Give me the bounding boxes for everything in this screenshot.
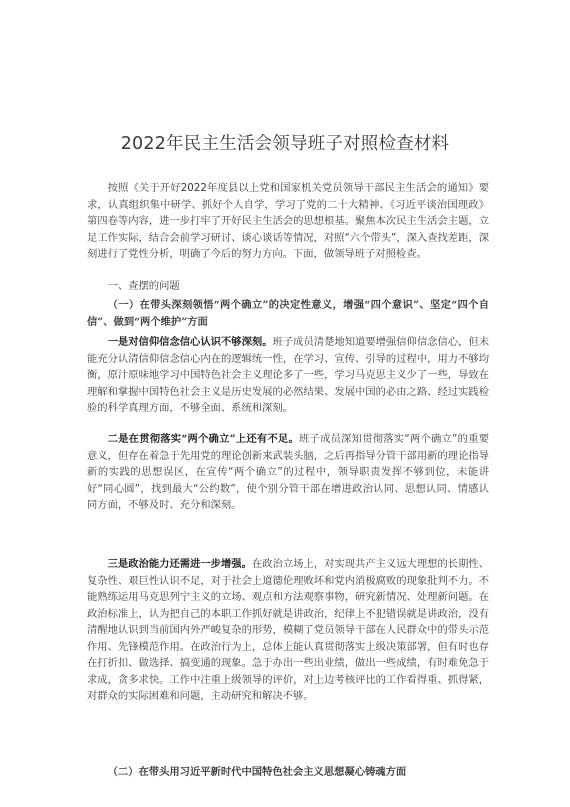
problem-paragraph bbox=[87, 334, 489, 417]
problem-lead: 三是政治能力还需进一步增强。 bbox=[107, 558, 252, 570]
section-heading: 一、查摆的问题 bbox=[107, 280, 180, 292]
problem-2-block bbox=[87, 431, 489, 514]
intro-paragraph: 按照《关于开好2022年度县以上党和国家机关党员领导干部民主生活会的通知》要求，认真组织集中研学、抓好个人自学，学习了党的二十大精神、《习近平谈治国理政》第四卷等内容，进一步打牢了开好民主生活会的思想根基。聚焦本次民主生活会主题，立足工作实际，结合会前学习研讨、谈心谈话等情况，对照“六个带头”，深入查找差距，深刻进行了党性分析，明确了今后的努力方向。下面，做领导班子对照检查。 bbox=[87, 182, 489, 260]
problem-1-block bbox=[87, 334, 489, 417]
subsection-2-block bbox=[87, 764, 489, 781]
problem-body: 班子成员深知贯彻落实“两个确立”的重要意义，但存在着急于先用党的理论创新来武装头脑，之后再指导分管干部用新的理论指导新的实践的思想误区，在宣传“两个确立”的过程中，领导职责发挥不够到位，未能讲好“同心圆”，找到最大“公约数”，使个别分管干部在增进政治认同、思想认同、情感认同方面，不够及时、充分和深刻。 bbox=[87, 433, 489, 511]
subsection-1-block bbox=[87, 297, 489, 330]
problem-lead: 二是在贯彻落实“两个确立”上还有不足。 bbox=[107, 433, 299, 445]
problem-3-block bbox=[87, 556, 489, 705]
problem-paragraph bbox=[87, 556, 489, 705]
section-1-block bbox=[87, 278, 489, 295]
subsection-heading: （一）在带头深刻领悟“两个确立”的决定性意义，增强“四个意识”、坚定“四个自信”、做到“两个维护”方面 bbox=[87, 299, 489, 328]
problem-body: 班子成员清楚地知道要增强信仰信念信心，但未能充分认清信仰信念信心内在的逻辑统一性，在学习、宣传、引导的过程中，用力不够均衡，原汁原味地学习中国特色社会主义理论多了一些，学习马克思主义少了一些，导致在理解和掌握中国特色社会主义是历史发展的必然结果、发展中国的必由之路、经过实践检验的科学真理方面，不够全面、系统和深刻。 bbox=[87, 336, 489, 414]
document-title: 2022年民主生活会领导班子对照检查材料 bbox=[120, 134, 450, 154]
subsection-heading: （二）在带头用习近平新时代中国特色社会主义思想凝心铸魂方面 bbox=[107, 766, 407, 778]
problem-paragraph bbox=[87, 431, 489, 514]
problem-lead: 一是对信仰信念信心认识不够深刻。 bbox=[107, 336, 273, 348]
problem-body: 在政治立场上，对实现共产主义远大理想的长期性、复杂性、艰巨性认识不足，对于社会上道德伦理败坏和党内消极腐败的现象批判不力。不能熟练运用马克思列宁主义的立场、观点和方法观察事物，研究新情况、处理新问题。在政治标准上，认为把自己的本职工作抓好就是讲政治，纪律上不犯错误就是讲政治，没有清醒地认识到当前国内外严峻复杂的形势，模糊了党员领导干部在人民群众中的带头示范作用、先锋模范作用。在政治行为上，总体上能认真贯彻落实上级决策部署，但有时也存在打折扣、做选择、搞变通的现象。急于办出一些出业绩，做出一些成绩，有时难免急于求成，贪多求快。工作中注重上级领导的评价，对上边考核评比的工作看得重、抓得紧，对群众的实际困难和问题，主动研究和解决不够。 bbox=[87, 558, 490, 702]
intro-block bbox=[87, 180, 489, 263]
